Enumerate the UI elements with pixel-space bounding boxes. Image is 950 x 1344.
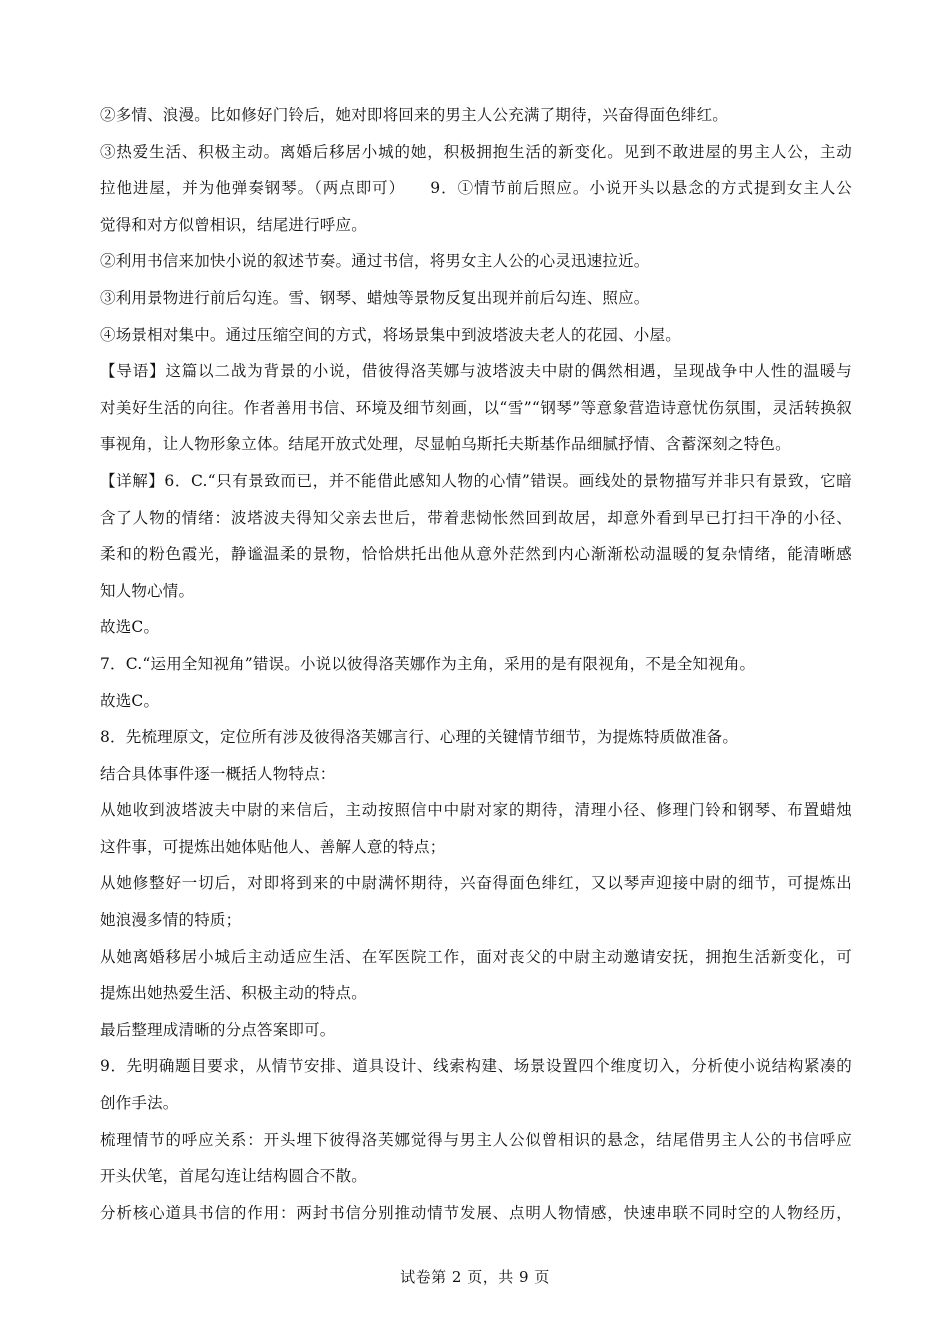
answer-text-body [100, 97, 852, 1231]
page-number-footer: 试卷第 2 页，共 9 页 [400, 1268, 550, 1286]
text-line: 觉得和对方似曾相识，结尾进行呼应。 [100, 215, 367, 234]
text-line: 提炼出她热爱生活、积极主动的特点。 [100, 984, 367, 1003]
text-line: 【详解】6．C.“只有景致而已，并不能借此感知人物的心情”错误。画线处的景物描写并非只有景致，它暗 [100, 471, 852, 490]
text-line: 分析核心道具书信的作用：两封书信分别推动情节发展、点明人物情感，快速串联不同时空的人物经历， [100, 1203, 852, 1222]
text-line: 故选C。 [100, 691, 160, 710]
text-line: ②利用书信来加快小说的叙述节奏。通过书信，将男女主人公的心灵迅速拉近。 [100, 252, 650, 271]
text-line: 7．C.“运用全知视角”错误。小说以彼得洛芙娜作为主角，采用的是有限视角，不是全知视角。 [100, 654, 756, 673]
text-line: 知人物心情。 [100, 581, 195, 600]
text-line: 【导语】这篇以二战为背景的小说，借彼得洛芙娜与波塔波夫中尉的偶然相遇，呈现战争中人性的温暖与 [100, 362, 852, 381]
text-line: ④场景相对集中。通过压缩空间的方式，将场景集中到波塔波夫老人的花园、小屋。 [100, 325, 681, 344]
text-line: 从她离婚移居小城后主动适应生活、在军医院工作，面对丧父的中尉主动邀请安抚，拥抱生活新变化，可 [100, 947, 852, 966]
text-line: 创作手法。 [100, 1094, 179, 1113]
text-line: 结合具体事件逐一概括人物特点： [100, 764, 336, 783]
text-line: 这件事，可提炼出她体贴他人、善解人意的特点； [100, 837, 446, 856]
text-line: 开头伏笔，首尾勾连让结构圆合不散。 [100, 1167, 367, 1186]
text-line: 含了人物的情绪：波塔波夫得知父亲去世后，带着悲恸怅然回到故居，却意外看到早已打扫干净的小径、 [100, 508, 852, 527]
text-line: 她浪漫多情的特质； [100, 911, 242, 930]
text-line: 9．先明确题目要求，从情节安排、道具设计、线索构建、场景设置四个维度切入，分析使小说结构紧凑的 [100, 1057, 852, 1076]
text-line: 对美好生活的向往。作者善用书信、环境及细节刻画，以“雪”“钢琴”等意象营造诗意忧伤氛围，灵活转换叙 [100, 398, 852, 417]
text-line: 从她修整好一切后，对即将到来的中尉满怀期待，兴奋得面色绯红，又以琴声迎接中尉的细节，可提炼出 [100, 874, 852, 893]
text-line: 拉他进屋，并为他弹奏钢琴。（两点即可） 9．①情节前后照应。小说开头以悬念的方式提到女主人公 [100, 179, 852, 198]
text-line: ③利用景物进行前后勾连。雪、钢琴、蜡烛等景物反复出现并前后勾连、照应。 [100, 288, 650, 307]
text-line: ③热爱生活、积极主动。离婚后移居小城的她，积极拥抱生活的新变化。见到不敢进屋的男主人公，主动 [100, 142, 852, 161]
text-line: 故选C。 [100, 618, 160, 637]
text-line: 从她收到波塔波夫中尉的来信后，主动按照信中中尉对家的期待，清理小径、修理门铃和钢琴、布置蜡烛 [100, 801, 852, 820]
text-line: 事视角，让人物形象立体。结尾开放式处理，尽显帕乌斯托夫斯基作品细腻抒情、含蓄深刻之特色。 [100, 435, 791, 454]
text-line: 柔和的粉色霞光，静谧温柔的景物，恰恰烘托出他从意外茫然到内心渐渐松动温暖的复杂情绪，能清晰感 [100, 545, 852, 564]
text-line: ②多情、浪漫。比如修好门铃后，她对即将回来的男主人公充满了期待，兴奋得面色绯红。 [100, 106, 729, 124]
text-line: 最后整理成清晰的分点答案即可。 [100, 1020, 336, 1039]
text-line: 8．先梳理原文，定位所有涉及彼得洛芙娜言行、心理的关键情节细节，为提炼特质做准备。 [100, 728, 739, 747]
text-line: 梳理情节的呼应关系：开头埋下彼得洛芙娜觉得与男主人公似曾相识的悬念，结尾借男主人公的书信呼应 [100, 1130, 852, 1149]
